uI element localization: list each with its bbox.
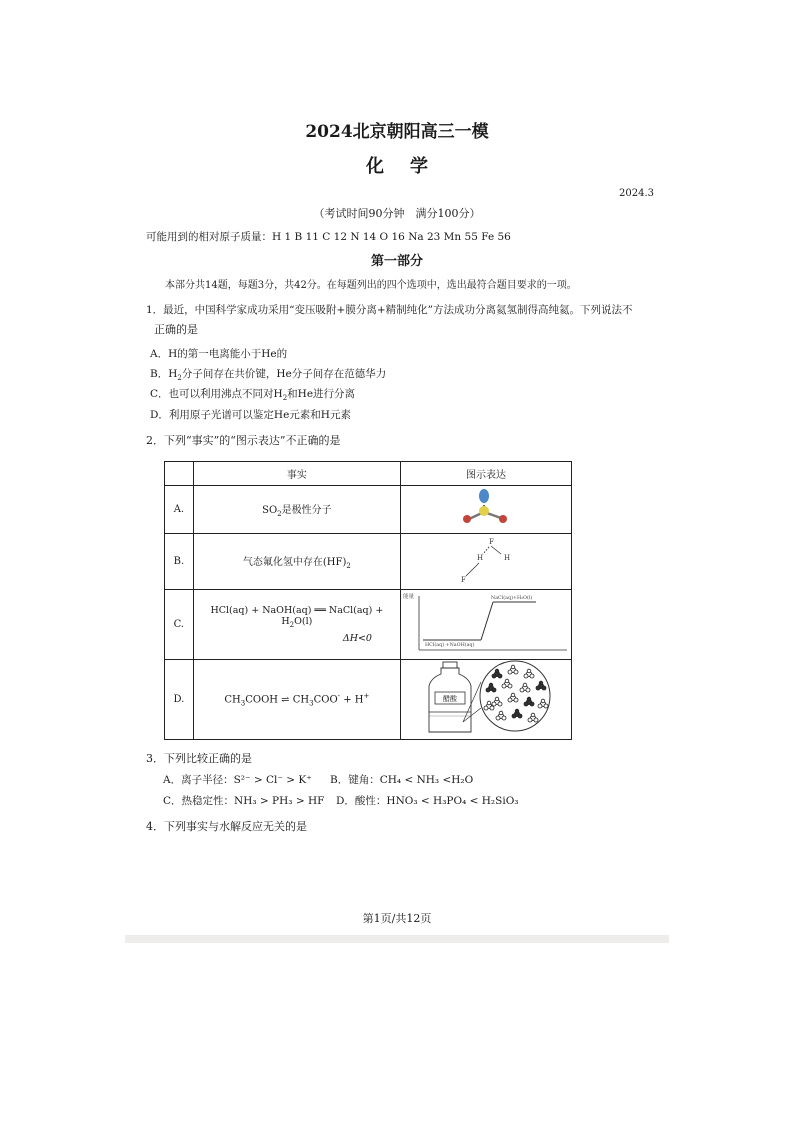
acetic-acid-diagram	[400, 660, 571, 740]
bottle-label: 醋酸	[442, 695, 457, 703]
q2-table	[164, 461, 572, 740]
energy-diagram	[400, 590, 571, 660]
dimer-h-right: H	[503, 554, 511, 562]
table-row	[165, 590, 572, 660]
row-fact: 气态氟化氢中存在$(HF)_2$	[193, 534, 400, 590]
q4-stem: 4．下列事实与水解反应无关的是	[146, 820, 307, 833]
q1-option-d: D．利用原子光谱可以鉴定He元素和H元素	[150, 409, 351, 421]
row-label: D.	[165, 660, 194, 740]
table-row	[165, 660, 572, 740]
table-header-row	[165, 462, 572, 486]
header-fact: 事实	[193, 462, 400, 486]
exam-time: （考试时间90分钟 满分100分）	[313, 207, 481, 220]
atomic-masses: 可能用到的相对原子质量：H 1 B 11 C 12 N 14 O 16 Na 23 Mn 55 Fe 56	[146, 231, 511, 243]
q1-option-a: A．H的第一电离能小于He的	[150, 348, 288, 360]
exam-date: 2024.3	[619, 188, 654, 199]
dimer-f-bottom: F	[460, 576, 466, 584]
page-footer: 第1页/共12页	[362, 912, 432, 925]
q3-option-d: D．酸性：HNO₃ < H₃PO₄ < H₂SiO₃	[336, 795, 519, 807]
header-diagram: 图示表达	[400, 462, 571, 486]
row-fact: HCl(aq) + NaOH(aq) ══ NaCl(aq) + $H_2O(l)$ ΔH<0	[193, 590, 400, 660]
page-divider	[125, 935, 669, 943]
q1-option-c: C．也可以利用沸点不同对$H_2$和He进行分离	[150, 388, 356, 403]
dimer-f-top: F	[488, 538, 494, 546]
q1-stem-line2: 正确的是	[154, 323, 198, 336]
so2-model-image	[400, 486, 571, 534]
doc-title: 2024北京朝阳高三一模	[305, 122, 489, 142]
dimer-h-left: H	[476, 554, 484, 562]
q2-stem: 2．下列“事实”的“图示表达”不正确的是	[146, 434, 341, 447]
energy-high-label: NaCl(aq)+H₂O(l)	[490, 596, 533, 601]
table-row	[165, 534, 572, 590]
q3-option-b: B．键角：CH₄ < NH₃ <H₂O	[330, 774, 474, 786]
row-label: C.	[165, 590, 194, 660]
subject-title: 化学	[366, 156, 454, 177]
row-label: A.	[165, 486, 194, 534]
q3-option-a: A．离子半径：S²⁻ > Cl⁻ > K⁺	[163, 774, 312, 786]
q3-stem: 3．下列比较正确的是	[146, 752, 252, 765]
part-description: 本部分共14题，每题3分，共42分。在每题列出的四个选项中，选出最符合题目要求的一项。	[165, 280, 577, 291]
energy-low-label: HCl(aq) +NaOH(aq)	[424, 643, 475, 648]
q1-option-b: B．$H_2$分子间存在共价键，He分子间存在范德华力	[150, 368, 387, 383]
header-blank	[165, 462, 194, 486]
hf-dimer-diagram	[400, 534, 571, 590]
q1-stem-line1: 1．最近，中国科学家成功采用“变压吸附+膜分离+精制纯化”方法成功分离氦氢制得高纯氦。下列说法不	[146, 304, 633, 316]
row-fact: $SO_2$是极性分子	[193, 486, 400, 534]
part-title: 第一部分	[370, 254, 423, 269]
row-label: B.	[165, 534, 194, 590]
table-row	[165, 486, 572, 534]
energy-axis-label: 能量	[402, 594, 414, 600]
row-fact: $CH_3COOH$ ⇌ $CH_3COO^- + H^+$	[193, 660, 400, 740]
q3-option-c: C．热稳定性：NH₃ > PH₃ > HF	[163, 795, 325, 807]
